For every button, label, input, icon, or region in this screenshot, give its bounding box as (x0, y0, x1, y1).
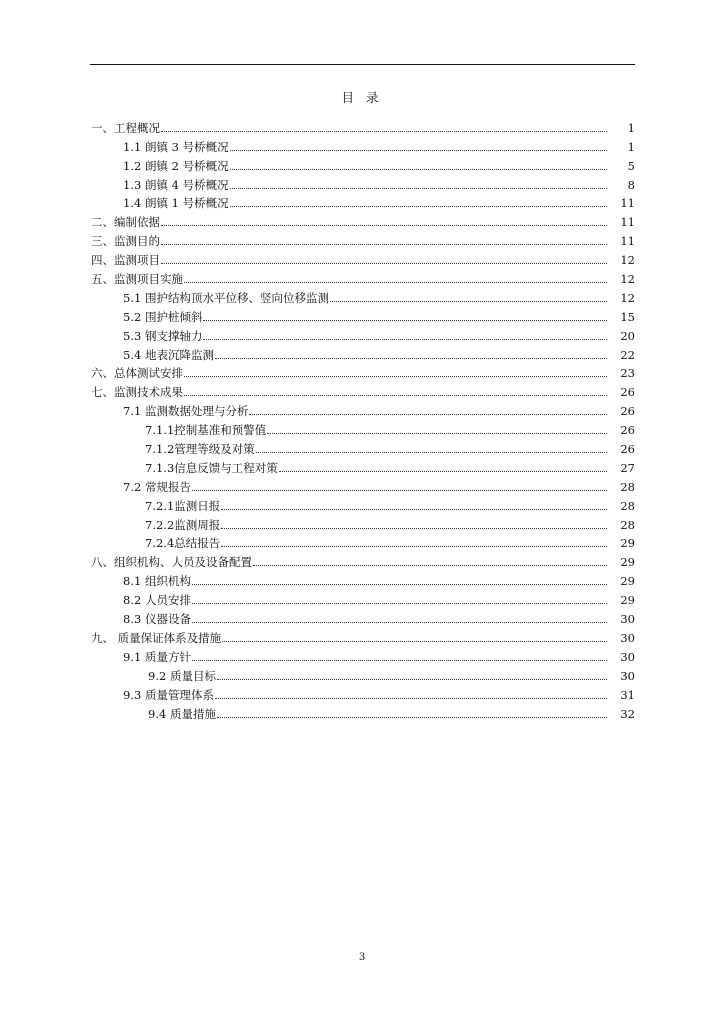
dot-leader (230, 188, 607, 189)
dot-leader (161, 263, 607, 264)
dot-leader (192, 584, 607, 585)
toc-entry[interactable] (0, 456, 635, 475)
toc-entry[interactable] (0, 475, 635, 494)
toc-entry-label: 9.1 质量方针 (123, 649, 191, 664)
toc-entry-page: 12 (620, 253, 635, 268)
toc-entry-label: 8.3 仪器设备 (123, 612, 191, 627)
toc-entry-page: 28 (620, 517, 635, 532)
toc-entry-label: 一、工程概况 (91, 120, 160, 135)
toc-entry-page: 30 (620, 668, 635, 683)
toc-entry-page: 29 (620, 555, 635, 570)
header-rule (90, 64, 635, 65)
dot-leader (203, 339, 607, 340)
toc-entry-page: 30 (620, 612, 635, 627)
toc-entry-label: 七、监测技术成果 (91, 385, 183, 400)
toc-entry-label: 六、总体测试安排 (91, 366, 183, 381)
dot-leader (215, 698, 607, 699)
dot-leader (192, 622, 607, 623)
dot-leader (221, 528, 607, 529)
toc-entry[interactable] (0, 513, 635, 532)
dot-leader (184, 376, 607, 377)
toc-entry-label: 7.2.4总结报告 (145, 536, 221, 551)
toc-entry[interactable] (0, 645, 635, 664)
toc-entry-label: 8.1 组织机构 (123, 574, 191, 589)
toc-entry-label: 8.2 人员安排 (123, 593, 191, 608)
dot-leader (256, 452, 607, 453)
toc-entry[interactable] (0, 324, 635, 343)
toc-entry-page: 15 (620, 309, 635, 324)
toc-entry-label: 1.1 朗镇 3 号桥概况 (123, 139, 229, 154)
toc-entry[interactable] (0, 380, 635, 399)
toc-entry-label: 7.2.1监测日报 (145, 498, 221, 513)
toc-entry[interactable] (0, 418, 635, 437)
toc-entry-page: 29 (620, 574, 635, 589)
dot-leader (222, 641, 607, 642)
toc-entry[interactable] (0, 494, 635, 513)
toc-entry-label: 1.2 朗镇 2 号桥概况 (123, 158, 229, 173)
table-of-contents (0, 116, 724, 721)
toc-entry-page: 32 (620, 706, 635, 721)
dot-leader (230, 150, 607, 151)
toc-entry-page: 5 (627, 158, 635, 173)
toc-entry-label: 7.1.1控制基准和预警值 (145, 423, 267, 438)
toc-entry-label: 9.4 质量措施 (148, 706, 216, 721)
toc-title: 目 录 (341, 90, 383, 105)
toc-entry-page: 26 (620, 423, 635, 438)
dot-leader (221, 546, 607, 547)
toc-entry-page: 28 (620, 479, 635, 494)
toc-entry-label: 9.3 质量管理体系 (123, 687, 214, 702)
toc-entry-label: 9.2 质量目标 (148, 668, 216, 683)
toc-entry-page: 11 (620, 196, 635, 211)
toc-entry[interactable] (0, 192, 635, 211)
dot-leader (161, 244, 607, 245)
toc-entry-page: 8 (627, 177, 635, 192)
toc-entry-page: 20 (620, 328, 635, 343)
toc-entry-page: 12 (620, 272, 635, 287)
dot-leader (217, 717, 607, 718)
dot-leader (192, 603, 607, 604)
dot-leader (330, 301, 607, 302)
toc-entry-label: 7.1.2管理等级及对策 (145, 442, 255, 457)
toc-entry-label: 二、编制依据 (91, 215, 160, 230)
dot-leader (161, 225, 607, 226)
toc-entry-label: 九、 质量保证体系及措施 (91, 630, 222, 645)
toc-entry-label: 7.1.3信息反馈与工程对策 (145, 460, 278, 475)
toc-entry-label: 5.2 围护桩倾斜 (123, 309, 203, 324)
toc-entry[interactable] (0, 588, 635, 607)
toc-entry[interactable] (0, 173, 635, 192)
toc-entry-page: 1 (627, 120, 635, 135)
toc-entry-page: 31 (620, 687, 635, 702)
toc-entry-page: 27 (620, 460, 635, 475)
toc-entry-label: 5.1 围护结构顶水平位移、竖向位移监测 (123, 290, 329, 305)
toc-entry[interactable] (0, 437, 635, 456)
dot-leader (221, 509, 607, 510)
toc-entry-label: 5.3 钢支撑轴力 (123, 328, 203, 343)
toc-entry-label: 7.2 常规报告 (123, 479, 191, 494)
toc-entry-label: 1.3 朗镇 4 号桥概况 (123, 177, 229, 192)
dot-leader (192, 490, 607, 491)
toc-entry-page: 22 (620, 347, 635, 362)
toc-entry-page: 26 (620, 442, 635, 457)
toc-entry[interactable] (0, 399, 635, 418)
dot-leader (192, 660, 607, 661)
toc-entry[interactable] (0, 135, 635, 154)
dot-leader (253, 565, 607, 566)
toc-entry[interactable] (0, 210, 635, 229)
toc-entry[interactable] (0, 229, 635, 248)
toc-entry-label: 八、组织机构、人员及设备配置 (91, 555, 252, 570)
dot-leader (215, 358, 607, 359)
toc-entry-label: 三、监测目的 (91, 234, 160, 249)
toc-entry-page: 29 (620, 593, 635, 608)
toc-entry-page: 29 (620, 536, 635, 551)
dot-leader (230, 169, 607, 170)
dot-leader (203, 320, 607, 321)
toc-entry-page: 11 (620, 215, 635, 230)
toc-entry[interactable] (0, 286, 635, 305)
dot-leader (161, 131, 607, 132)
dot-leader (249, 414, 607, 415)
toc-entry[interactable] (0, 267, 635, 286)
toc-entry[interactable] (0, 116, 635, 135)
toc-entry-page: 28 (620, 498, 635, 513)
toc-entry-page: 11 (620, 234, 635, 249)
toc-entry-page: 23 (620, 366, 635, 381)
toc-entry-page: 26 (620, 385, 635, 400)
toc-entry[interactable] (0, 305, 635, 324)
toc-entry[interactable] (0, 683, 635, 702)
toc-entry[interactable] (0, 664, 635, 683)
toc-entry-page: 12 (620, 290, 635, 305)
toc-entry-page: 1 (627, 139, 635, 154)
toc-entry[interactable] (0, 362, 635, 381)
dot-leader (184, 282, 607, 283)
toc-entry[interactable] (0, 248, 635, 267)
dot-leader (217, 679, 607, 680)
toc-entry-label: 四、监测项目 (91, 253, 160, 268)
toc-entry-label: 五、监测项目实施 (91, 272, 183, 287)
toc-entry-label: 1.4 朗镇 1 号桥概况 (123, 196, 229, 211)
toc-entry[interactable] (0, 550, 635, 569)
toc-entry-label: 7.1 监测数据处理与分析 (123, 404, 249, 419)
toc-entry[interactable] (0, 343, 635, 362)
toc-entry[interactable] (0, 702, 635, 721)
dot-leader (267, 433, 607, 434)
toc-entry-label: 5.4 地表沉降监测 (123, 347, 214, 362)
toc-entry-page: 30 (620, 649, 635, 664)
dot-leader (230, 206, 607, 207)
toc-entry-page: 30 (620, 630, 635, 645)
dot-leader (279, 471, 607, 472)
toc-entry[interactable] (0, 626, 635, 645)
toc-entry[interactable] (0, 607, 635, 626)
page-number: 3 (358, 952, 366, 963)
toc-entry-label: 7.2.2监测周报 (145, 517, 221, 532)
toc-entry[interactable] (0, 569, 635, 588)
toc-entry[interactable] (0, 154, 635, 173)
toc-entry-page: 26 (620, 404, 635, 419)
toc-entry[interactable] (0, 532, 635, 551)
dot-leader (184, 395, 607, 396)
